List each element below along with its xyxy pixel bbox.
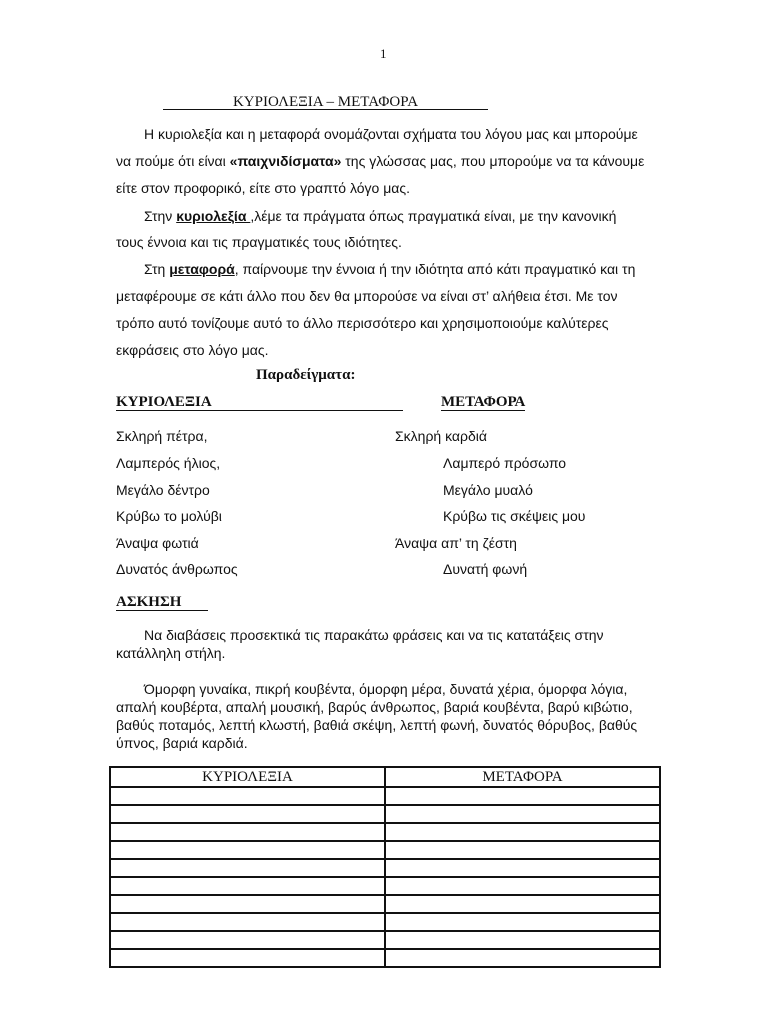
answer-cell[interactable] [110, 823, 385, 841]
answer-cell[interactable] [385, 841, 660, 859]
answer-cell[interactable] [385, 931, 660, 949]
intro-line-1: Η κυριολεξία και η μεταφορά ονομάζονται σχήματα του λόγου μας και μπορούμε [144, 126, 638, 142]
metafora-line-2: μεταφέρουμε σε κάτι άλλο που δεν θα μπορούσε να είναι στ’ αλήθεια έτσι. Με τον [116, 288, 618, 304]
examples-col-right: ΜΕΤΑΦΟΡΑ [441, 394, 526, 410]
example-left: Κρύβω το μολύβι [116, 508, 222, 524]
answer-cell[interactable] [110, 841, 385, 859]
answer-cell[interactable] [110, 949, 385, 967]
answer-cell[interactable] [385, 895, 660, 913]
examples-col-left: ΚΥΡΙΟΛΕΞΙΑ [116, 395, 403, 411]
answer-table-header [110, 767, 660, 787]
table-row [110, 931, 660, 949]
exercise-phrases-4: ύπνος, βαριά καρδιά. [116, 735, 248, 751]
answer-cell[interactable] [110, 895, 385, 913]
example-right: Σκληρή καρδιά [395, 428, 487, 444]
intro-line-3: είτε στον προφορικό, είτε στο γραπτό λόγο μας. [116, 180, 411, 196]
exercise-phrases-2: απαλή κουβέρτα, απαλή μουσική, βαρύς άνθρωπος, βαριά κουβέντα, βαρύ κιβώτιο, [116, 699, 633, 715]
example-left: Άναψα φωτιά [116, 535, 199, 551]
intro-line-2 [116, 153, 644, 169]
metafora-line-1 [144, 261, 635, 277]
table-row [110, 859, 660, 877]
table-row [110, 787, 660, 805]
kyriolexia-line-2: τους έννοια και τις πραγματικές τους ιδιότητες. [116, 234, 402, 250]
answer-cell[interactable] [110, 805, 385, 823]
exercise-heading: ΑΣΚΗΣΗ [116, 595, 208, 611]
exercise-phrases-3: βαθύς ποταμός, λεπτή κλωστή, βαθιά σκέψη, λεπτή φωνή, δυνατός θόρυβος, βαθύς [116, 717, 638, 733]
answer-cell[interactable] [110, 931, 385, 949]
table-row [110, 949, 660, 967]
table-row [110, 877, 660, 895]
kyriolexia-term: κυριολεξία [176, 208, 251, 224]
exercise-phrases-1: Όμορφη γυναίκα, πικρή κουβέντα, όμορφη μέρα, δυνατά χέρια, όμορφα λόγια, [144, 681, 628, 697]
exercise-instruction-2: κατάλληλη στήλη. [116, 645, 226, 661]
answer-col-left: ΚΥΡΙΟΛΕΞΙΑ [110, 767, 385, 787]
table-row [110, 913, 660, 931]
kyriolexia-line-1 [144, 208, 616, 224]
intro-line-2b: της γλώσσας μας, που μπορούμε να τα κάνουμε [341, 153, 645, 169]
answer-cell[interactable] [385, 913, 660, 931]
intro-bold-term: «παιχνιδίσματα» [229, 153, 342, 169]
example-right: Δυνατή φωνή [443, 561, 528, 577]
metafora-line-3: τρόπο αυτό τονίζουμε αυτό το άλλο περισσότερο και χρησιμοποιούμε καλύτερες [116, 315, 609, 331]
metafora-line-4: εκφράσεις στο λόγο μας. [116, 342, 269, 358]
page-title: ΚΥΡΙΟΛΕΞΙΑ – ΜΕΤΑΦΟΡΑ [163, 95, 488, 110]
metafora-line-1b: , παίρνουμε την έννοια ή την ιδιότητα από κάτι πραγματικό και τη [234, 261, 636, 277]
table-row [110, 841, 660, 859]
answer-cell[interactable] [110, 787, 385, 805]
metafora-line-1a: Στη [144, 261, 170, 277]
example-right: Άναψα απ’ τη ζέστη [395, 535, 517, 551]
answer-cell[interactable] [385, 949, 660, 967]
example-left: Μεγάλο δέντρο [116, 482, 210, 498]
table-row [110, 823, 660, 841]
example-left: Δυνατός άνθρωπος [116, 561, 238, 577]
table-row [110, 895, 660, 913]
answer-cell[interactable] [385, 877, 660, 895]
answer-cell[interactable] [110, 859, 385, 877]
example-left: Λαμπερός ήλιος, [116, 455, 221, 471]
answer-cell[interactable] [385, 787, 660, 805]
answer-cell[interactable] [385, 859, 660, 877]
answer-cell[interactable] [110, 877, 385, 895]
table-row [110, 805, 660, 823]
page-number: 1 [380, 46, 387, 61]
answer-cell[interactable] [110, 913, 385, 931]
metafora-term: μεταφορά [169, 261, 235, 277]
kyriolexia-line-1b: ,λέμε τα πράγματα όπως πραγματικά είναι, με την κανονική [250, 208, 617, 224]
kyriolexia-line-1a: Στην [144, 208, 177, 224]
example-left: Σκληρή πέτρα, [116, 428, 208, 444]
answer-table [109, 766, 661, 968]
answer-cell[interactable] [385, 823, 660, 841]
example-right: Λαμπερό πρόσωπο [443, 455, 567, 471]
answer-cell[interactable] [385, 805, 660, 823]
answer-col-right: ΜΕΤΑΦΟΡΑ [385, 767, 660, 787]
example-right: Μεγάλο μυαλό [443, 482, 533, 498]
exercise-instruction-1: Να διαβάσεις προσεκτικά τις παρακάτω φράσεις και να τις κατατάξεις στην [144, 627, 604, 643]
example-right: Κρύβω τις σκέψεις μου [443, 508, 586, 524]
intro-line-2a: να πούμε ότι είναι [116, 153, 230, 169]
examples-heading: Παραδείγματα: [256, 367, 356, 383]
